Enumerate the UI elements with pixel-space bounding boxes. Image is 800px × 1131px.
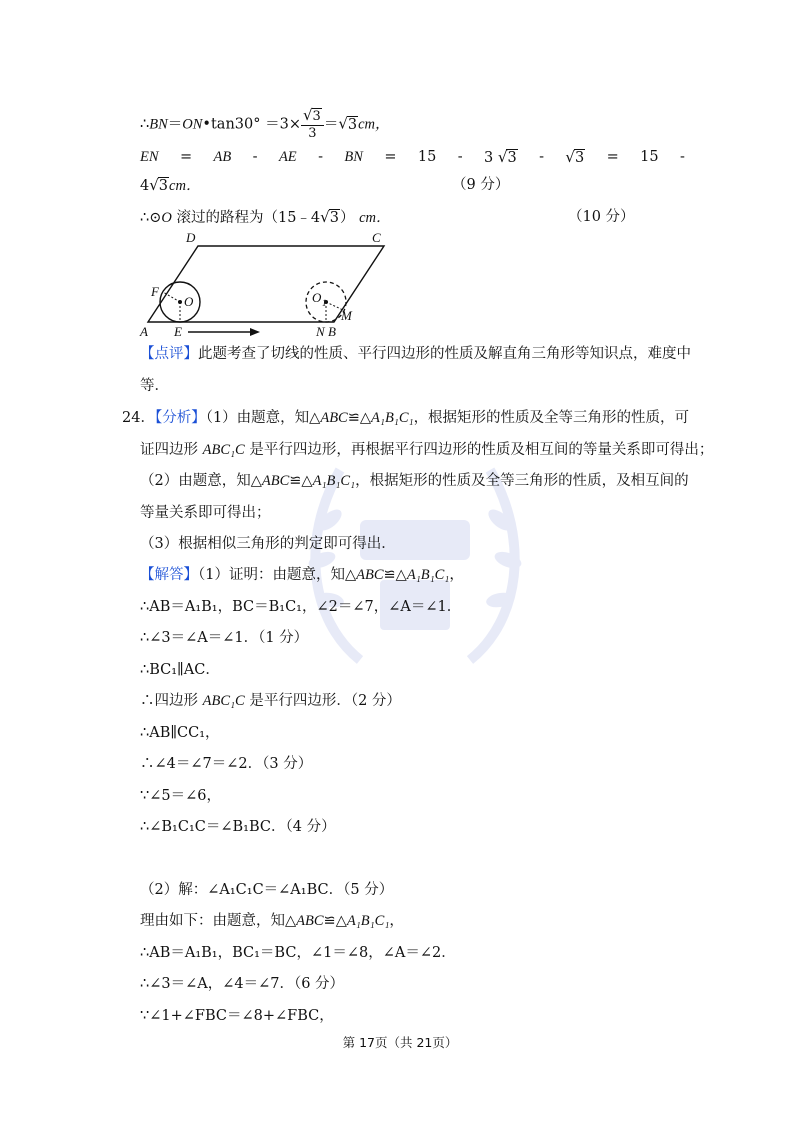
q24-analysis-line-2: 证四边形 ABC₁C 是平行四边形，再根据平行四边形的性质及相互间的等量关系即可得出； bbox=[140, 442, 714, 458]
svg-text:1: 1 bbox=[322, 298, 327, 308]
svg-text:A: A bbox=[140, 324, 148, 339]
svg-text:O: O bbox=[184, 294, 194, 309]
en-equation-line: EN = AB - AE - BN = 15 - 3 √3 - √3 = 15 - bbox=[140, 148, 685, 166]
q24-analysis-line-1: 24．【分析】（1）由题意，知△ABC≌△A₁B₁C₁，根据矩形的性质及全等三角形的性质，可 bbox=[122, 410, 690, 426]
q24-solution-line-5: ∴四边形 ABC₁C 是平行四边形．（2 分） bbox=[140, 693, 401, 709]
q24-part2-line-4: ∴∠3＝∠A，∠4＝∠7．（6 分） bbox=[140, 976, 345, 992]
svg-text:M: M bbox=[341, 308, 352, 323]
svg-text:N: N bbox=[316, 324, 325, 339]
q24-solution-line-2: ∴AB＝A₁B₁，BC＝B₁C₁，∠2＝∠7，∠A＝∠1． bbox=[140, 599, 462, 615]
question-number: 24． bbox=[122, 410, 155, 426]
svg-text:D: D bbox=[186, 230, 196, 245]
q24-solution-line-7: ∴∠4＝∠7＝∠2．（3 分） bbox=[140, 756, 313, 772]
q24-analysis-line-5: （3）根据相似三角形的判定即可得出． bbox=[140, 536, 396, 552]
solution-tag: 【解答】 bbox=[140, 567, 198, 583]
q24-solution-line-3: ∴∠3＝∠A＝∠1．（1 分） bbox=[140, 630, 309, 646]
page-footer: 第 17页（共 21页） bbox=[342, 1035, 458, 1050]
q24-part2-line-5: ∵∠1+∠FBC＝∠8+∠FBC， bbox=[140, 1008, 334, 1024]
svg-text:O: O bbox=[312, 290, 322, 305]
review-tag: 【点评】 bbox=[140, 346, 198, 362]
svg-text:B: B bbox=[328, 324, 336, 339]
q24-solution-line-8: ∵∠5＝∠6， bbox=[140, 788, 221, 804]
review-line-1: 【点评】此题考查了切线的性质、平行四边形的性质及解直角三角形等知识点，难度中 bbox=[140, 346, 691, 362]
en-equation-continuation: 4√3cm． bbox=[140, 176, 201, 194]
score-10: （10 分） bbox=[568, 209, 635, 225]
q24-solution-line-4: ∴BC₁∥AC． bbox=[140, 662, 220, 678]
svg-text:C: C bbox=[372, 230, 381, 245]
q24-analysis-line-4: 等量关系即可得出； bbox=[140, 505, 271, 521]
score-9: （9 分） bbox=[452, 177, 510, 193]
svg-text:F: F bbox=[151, 284, 159, 299]
laurel-wreath-watermark-icon bbox=[300, 430, 530, 690]
review-line-2: 等． bbox=[140, 378, 169, 394]
q24-part2-line-2: 理由如下：由题意，知△ABC≌△A₁B₁C₁， bbox=[140, 913, 404, 929]
q24-analysis-line-3: （2）由题意，知△ABC≌△A₁B₁C₁，根据矩形的性质及全等三角形的性质，及相互间的 bbox=[140, 473, 689, 489]
arrow-head-icon bbox=[250, 328, 260, 336]
bn-formula-line: ∴BN＝ON•tan30° ＝3× $\frac{√3}{3}$ ＝√3cm， bbox=[140, 106, 390, 141]
q24-part2-line-3: ∴AB＝A₁B₁，BC₁＝BC，∠1＝∠8，∠A＝∠2． bbox=[140, 945, 456, 961]
rolling-path-line: ∴⊙O 滚过的路程为（15﹣4√3） cm． bbox=[140, 208, 391, 226]
svg-text:E: E bbox=[174, 324, 182, 339]
q24-part2-line-1: （2）解：∠A₁C₁C＝∠A₁BC．（5 分） bbox=[140, 882, 394, 898]
analysis-tag: 【分析】 bbox=[154, 410, 206, 426]
fraction-sqrt3-over-3: $\frac{√3}{3}$ bbox=[301, 108, 324, 141]
q24-solution-line-9: ∴∠B₁C₁C＝∠B₁BC．（4 分） bbox=[140, 819, 336, 835]
q24-solution-line-6: ∴AB∥CC₁， bbox=[140, 725, 220, 741]
parallelogram-figure bbox=[136, 230, 396, 342]
q24-solution-line-1: 【解答】（1）证明：由题意，知△ABC≌△A₁B₁C₁， bbox=[140, 567, 464, 583]
